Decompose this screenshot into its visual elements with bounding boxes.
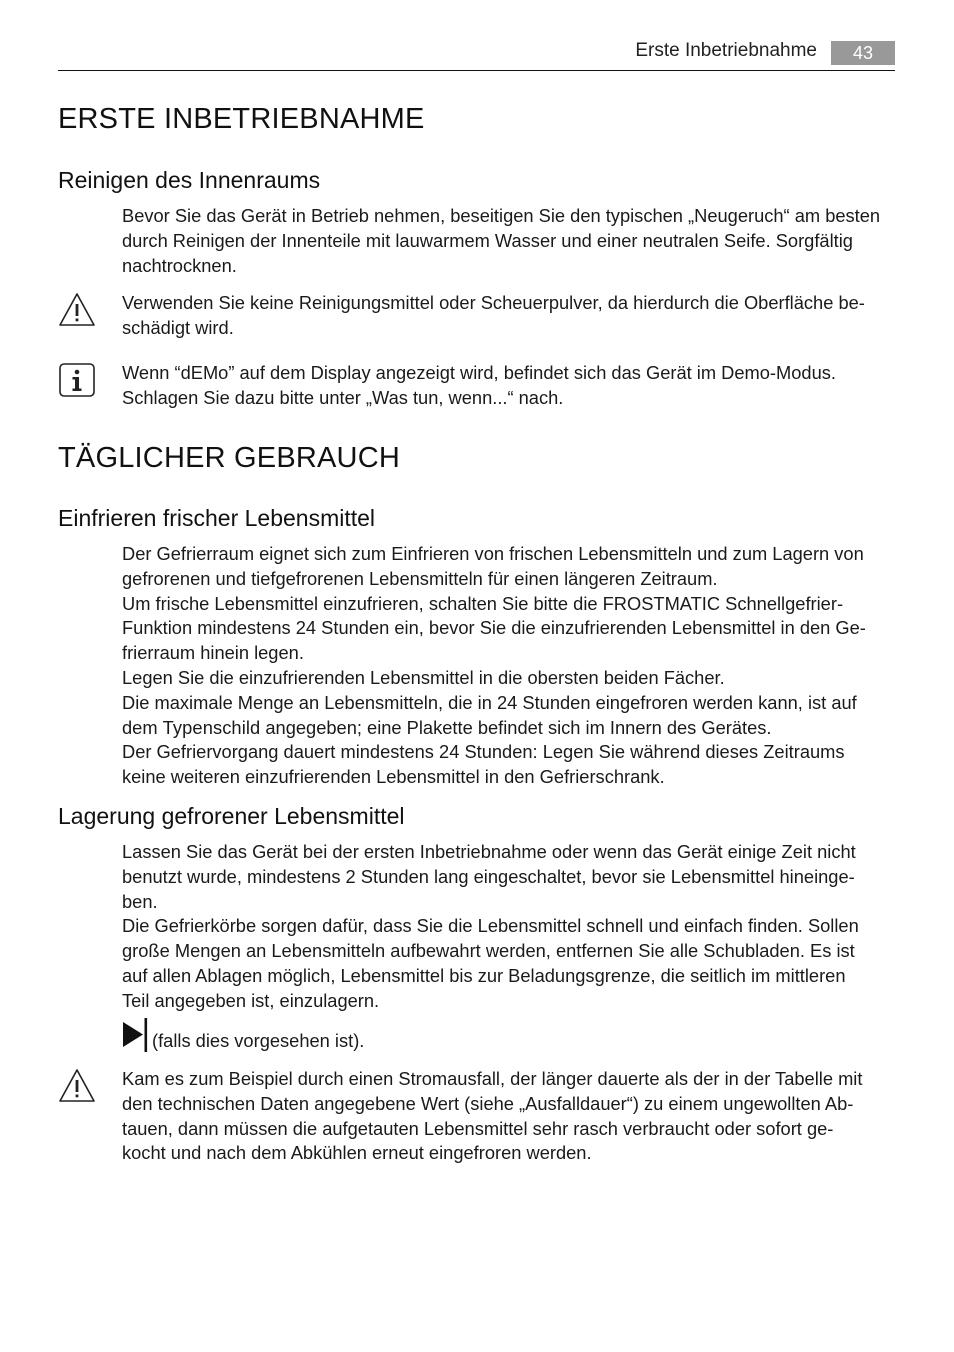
text-line: Der Gefriervorgang dauert mindestens 24 Stunden: Legen Sie während dieses Zeitraums <box>122 741 845 763</box>
cleaning-warning-text <box>122 291 897 341</box>
text-line: Schlagen Sie dazu bitte unter „Was tun, wenn...“ nach. <box>122 386 564 408</box>
subsection-title-reinigen: Reinigen des Innenraums <box>58 167 321 193</box>
text-line: Die maximale Menge an Lebensmitteln, die in 24 Stunden eingefroren werden kann, ist auf <box>122 691 857 713</box>
text-line: nachtrocknen. <box>122 254 237 276</box>
text-line: Der Gefrierraum eignet sich zum Einfrieren von frischen Lebensmitteln und zum Lagern von <box>122 543 864 564</box>
text-line: Wenn “dEMo” auf dem Display angezeigt wird, befindet sich das Gerät im Demo-Modus. <box>122 362 836 383</box>
text-line: Lassen Sie das Gerät bei der ersten Inbetriebnahme oder wenn das Gerät einige Zeit nicht <box>122 841 856 862</box>
text-line: große Mengen an Lebensmitteln aufbewahrt werden, entfernen Sie alle Schubladen. Es ist <box>122 940 855 962</box>
load-limit-note <box>122 1017 364 1053</box>
text-line: Kam es zum Beispiel durch einen Stromausfall, der länger dauerte als der in der Tabelle mit <box>122 1068 863 1089</box>
power-outage-warning-text <box>122 1067 897 1166</box>
text-line: Um frische Lebensmittel einzufrieren, schalten Sie bitte die FROSTMATIC Schnellgefrier- <box>122 592 844 614</box>
page-number: 43 <box>831 41 895 65</box>
text-line: gefrorenen und tiefgefrorenen Lebensmitteln für einen längeren Zeitraum. <box>122 567 718 589</box>
section-title-taeglicher-gebrauch: TÄGLICHER GEBRAUCH <box>58 442 400 474</box>
rating-plate-term: Typenschild <box>162 716 261 738</box>
text-line: Funktion mindestens 24 Stunden ein, bevor Sie die einzufrierenden Lebensmittel in den Ge- <box>122 617 866 639</box>
subsection-title-einfrieren: Einfrieren frischer Lebensmittel <box>58 505 376 531</box>
text-line: durch Reinigen der Innenteile mit lauwarmem Wasser und einer neutralen Seife. Sorgfältig <box>122 229 853 251</box>
load-limit-marker-icon <box>122 1017 150 1053</box>
text-fragment: angegeben; eine Plakette befindet sich im Innern des Gerätes. <box>260 716 772 738</box>
info-icon <box>58 362 96 403</box>
warning-triangle-icon <box>58 1068 96 1109</box>
text-line: Teil angegeben ist, einzulagern. <box>122 989 380 1011</box>
text-line: kocht und nach dem Abkühlen erneut eingefroren werden. <box>122 1142 592 1164</box>
text-line: schädigt wird. <box>122 316 234 338</box>
demo-mode-info-text <box>122 361 897 411</box>
header-divider <box>58 70 895 71</box>
storage-paragraph <box>122 840 897 1014</box>
cleaning-paragraph <box>122 204 897 278</box>
text-line: Die Gefrierkörbe sorgen dafür, dass Sie die Lebensmittel schnell und einfach finden. Sollen <box>122 915 859 937</box>
running-header-title: Erste Inbetriebnahme <box>635 40 817 61</box>
text-line <box>122 716 897 741</box>
text-line: benutzt wurde, mindestens 2 Stunden lang eingeschaltet, bevor sie Lebensmittel hineinge- <box>122 865 855 887</box>
text-line: Verwenden Sie keine Reinigungsmittel oder Scheuerpulver, da hierdurch die Oberfläche be- <box>122 292 865 313</box>
text-line: Bevor Sie das Gerät in Betrieb nehmen, beseitigen Sie den typischen „Neugeruch“ am besten <box>122 205 881 226</box>
freezing-paragraph <box>122 542 897 790</box>
text-line: tauen, dann müssen die aufgetauten Lebensmittel sehr rasch verbraucht oder sofort ge- <box>122 1117 834 1139</box>
text-line: Legen Sie die einzufrierenden Lebensmittel in die obersten beiden Fächer. <box>122 666 725 688</box>
text-line: ben. <box>122 890 158 912</box>
text-fragment: dem <box>122 716 163 738</box>
subsection-title-lagerung: Lagerung gefrorener Lebensmittel <box>58 803 405 829</box>
text-line: frierraum hinein legen. <box>122 642 304 664</box>
load-limit-note-text: (falls dies vorgesehen ist). <box>152 1030 365 1051</box>
text-line: den technischen Daten angegebene Wert (siehe „Ausfalldauer“) zu einem ungewollten Ab- <box>122 1092 854 1114</box>
warning-triangle-icon <box>58 292 96 333</box>
text-line: keine weiteren einzufrierenden Lebensmittel in den Gefrierschrank. <box>122 766 665 788</box>
text-line: auf allen Ablagen möglich, Lebensmittel bis zur Beladungsgrenze, die seitlich im mittleren <box>122 964 846 986</box>
section-title-erste-inbetriebnahme: ERSTE INBETRIEBNAHME <box>58 103 425 135</box>
